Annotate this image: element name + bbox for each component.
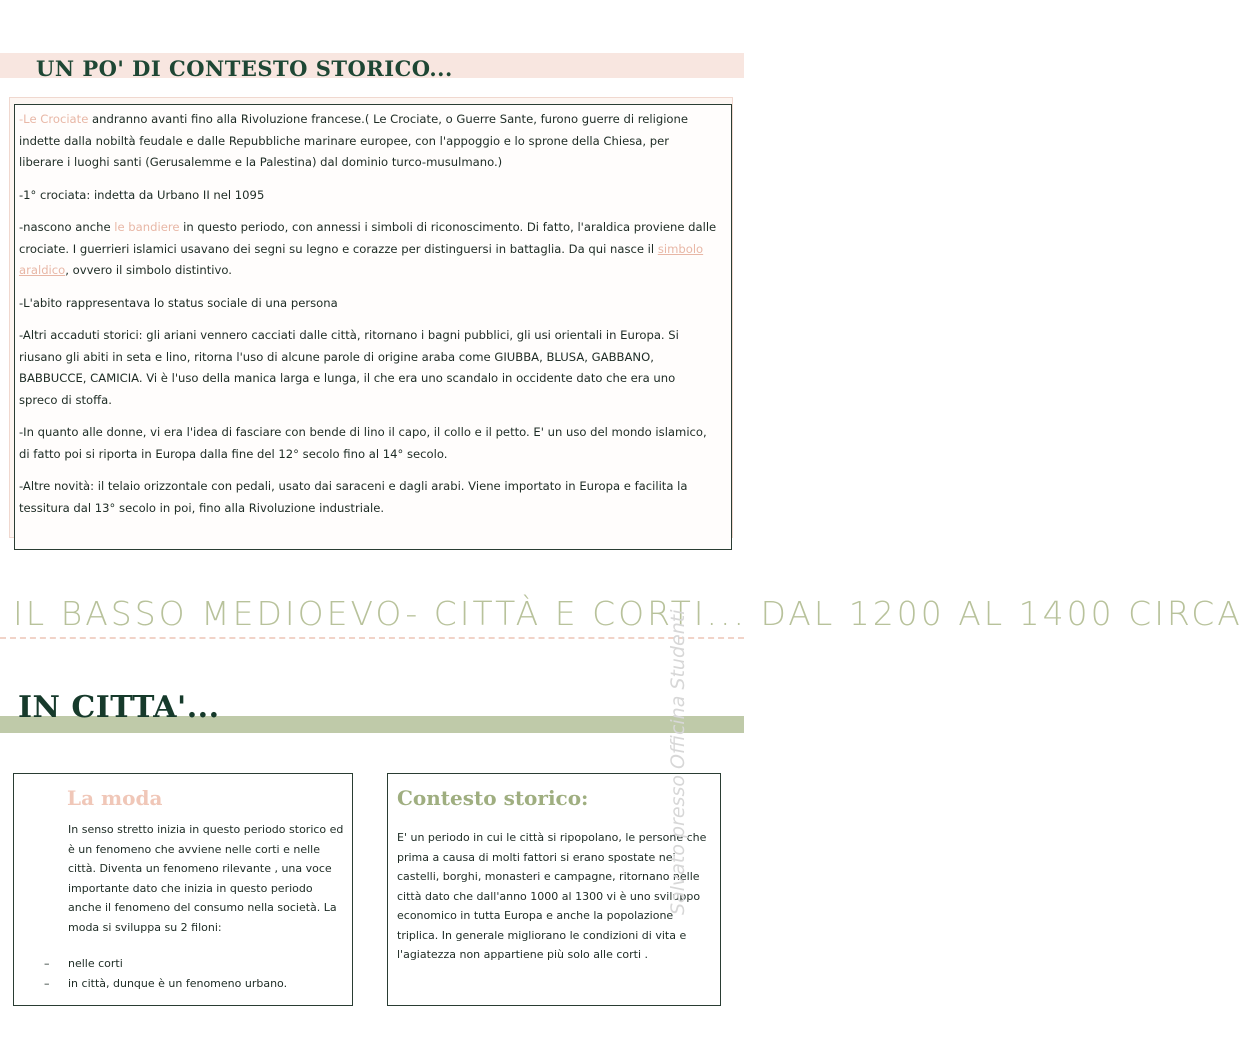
list-item-text: in città, dunque è un fenomeno urbano. <box>68 977 288 990</box>
section-title-basso-medioevo: IL BASSO MEDIOEVO- CITTÀ E CORTI... DAL 1200 AL 1400 CIRCA <box>13 594 1243 633</box>
section-title-citta: IN CITTA'... <box>18 690 220 725</box>
paragraph-bandiere <box>19 217 717 282</box>
watermark <box>643 535 689 915</box>
paragraph-text: in questo periodo, con annessi i simboli di riconoscimento. Di fatto, l'araldica proviene dalle crociate. I guerrieri islamici usavano dei segni su legno e corazze per distinguersi in battaglia. Da qui nasce il <box>19 220 717 256</box>
contesto-storico-title: Contesto storico: <box>397 786 589 810</box>
paragraph-novita: -Altre novità: il telaio orizzontale con pedali, usato dai saraceni e dagli arabi. Viene importato in Europa e facilita la tessitura dal 13° secolo in poi, fino alla Rivoluzione industriale. <box>19 479 688 515</box>
bullet-dash-icon: – <box>44 977 50 990</box>
section-title-context: UN PO' DI CONTESTO STORICO... <box>36 56 453 81</box>
paragraph-donne: -In quanto alle donne, vi era l'idea di fasciare con bende di lino il capo, il collo e il petto. E' un uso del mondo islamico, di fatto poi si riporta in Europa dalla fine del 12° secolo fino al 14° secolo. <box>19 425 707 461</box>
paragraph-text: , ovvero il simbolo distintivo. <box>65 263 232 277</box>
paragraph-accaduti: -Altri accaduti storici: gli ariani vennero cacciati dalle città, ritornano i bagni pubblici, gli usi orientali in Europa. Si riusano gli abiti in seta e lino, ritorna l'uso di alcune parole di origine araba come GIUBBA, BLUSA, GABBANO, BABBUCCE, CAMICIA. Vi è l'uso della manica larga e lunga, il che era uno scandalo in occidente dato che era uno spreco di stoffa. <box>19 328 679 407</box>
paragraph-prima-crociata: -1° crociata: indetta da Urbano II nel 1095 <box>19 187 265 202</box>
bullet-dash-icon: – <box>44 957 50 970</box>
moda-card-text: In senso stretto inizia in questo periodo storico ed è un fenomeno che avviene nelle corti e nelle città. Diventa un fenomeno rilevante , una voce importante dato che inizia in questo periodo anche il fenomeno del consumo nella società. La moda si sviluppa su 2 filoni: <box>68 823 344 934</box>
moda-card-title: La moda <box>67 786 163 810</box>
list-item-text: nelle corti <box>68 957 123 970</box>
dashed-divider <box>0 637 744 639</box>
paragraph-crociate <box>19 109 717 174</box>
crociate-link[interactable]: -Le Crociate <box>19 112 89 126</box>
context-box <box>14 104 732 550</box>
watermark-text: Salvato presso Officina Studenti <box>667 609 689 915</box>
paragraph-text: andranno avanti fino alla Rivoluzione francese.( Le Crociate, o Guerre Sante, furono guerre di religione indette dalla nobiltà feudale e dalle Repubbliche marinare europee, con l'appoggio e lo sprone della Chiesa, per liberare i luoghi santi (Gerusalemme e la Palestina) dal dominio turco-musulmano.) <box>19 112 688 169</box>
paragraph-text: -nascono anche <box>19 220 115 234</box>
bandiere-link[interactable]: le bandiere <box>114 220 180 234</box>
contesto-storico-text: E' un periodo in cui le città si ripopolano, le persone che prima a causa di molti fattori si erano spostate nei castelli, borghi, monasteri e campagne, ritornano nelle città dato che dall'anno 1000 al 1300 vi è uno sviluppo economico in tutta Europa e anche la popolazione triplica. In generale migliorano le condizioni di vita e l'agiatezza non appartiene più solo alle corti . <box>397 831 707 961</box>
list-item <box>44 974 344 994</box>
paragraph-abito: -L'abito rappresentava lo status sociale di una persona <box>19 295 338 310</box>
moda-list <box>44 954 344 994</box>
simbolo-araldico-link[interactable]: simbolo araldico <box>19 241 704 277</box>
list-item <box>44 954 344 974</box>
